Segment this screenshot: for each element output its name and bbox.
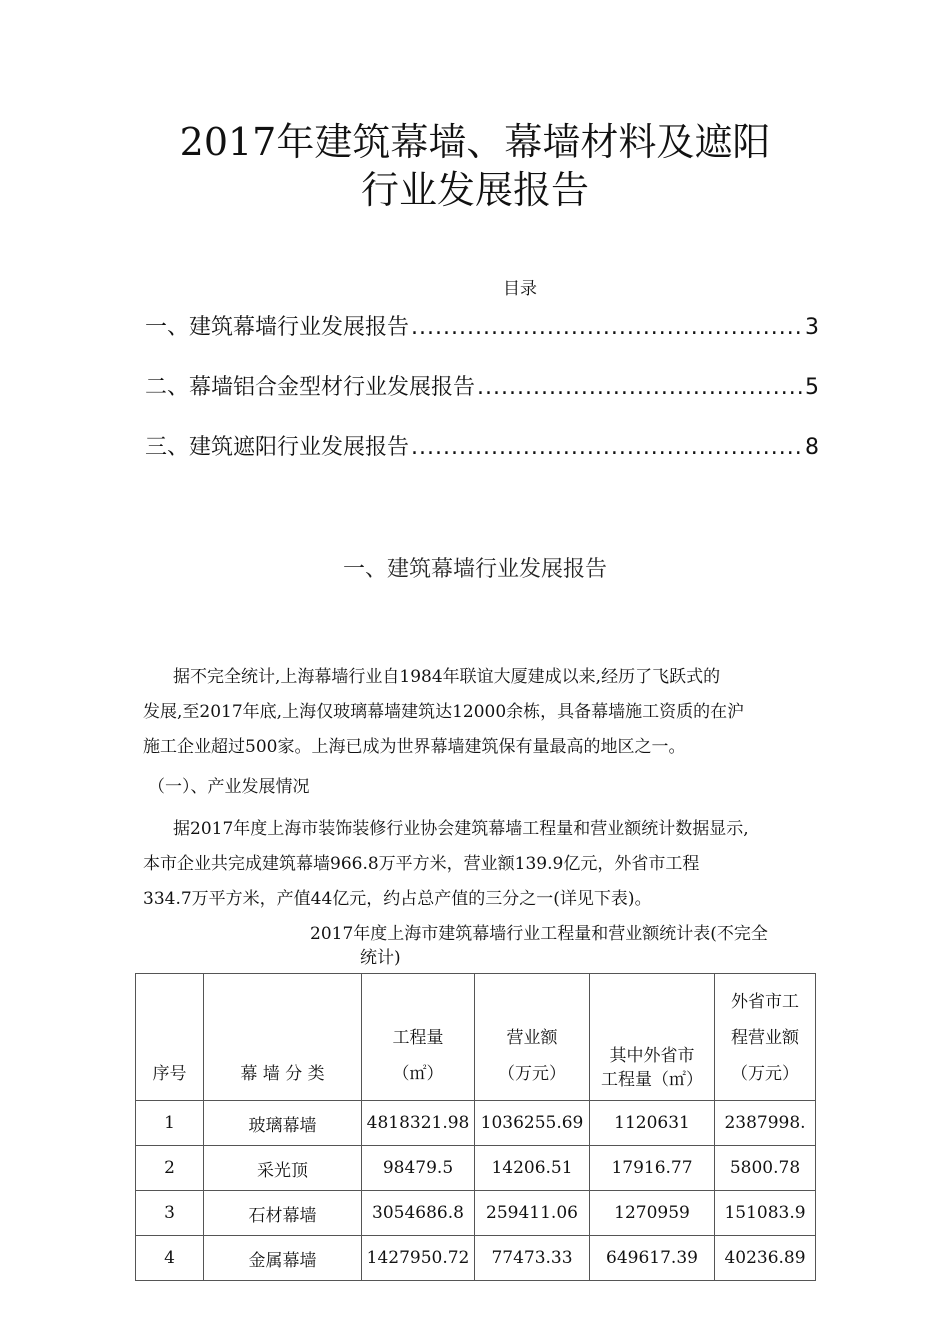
stats-paragraph bbox=[143, 812, 833, 917]
cell-category: 采光顶 bbox=[204, 1146, 362, 1191]
cell-index: 4 bbox=[136, 1236, 204, 1281]
paragraph-line: 本市企业共完成建筑幕墙966.8万平方米，营业额139.9亿元，外省市工程 bbox=[143, 854, 700, 874]
document-title-line2: 行业发展报告 bbox=[360, 168, 589, 212]
header-quantity: 工程量 （㎡） bbox=[362, 974, 475, 1101]
document-title-line1: 2017年建筑幕墙、幕墙材料及遮阳 bbox=[179, 120, 771, 164]
toc-heading: 目录 bbox=[503, 279, 537, 299]
paragraph-line: 据不完全统计,上海幕墙行业自1984年联谊大厦建成以来,经历了飞跃式的 bbox=[173, 667, 721, 687]
table-row bbox=[136, 1146, 816, 1191]
cell-index: 3 bbox=[136, 1191, 204, 1236]
toc-leader-dots bbox=[411, 315, 803, 340]
toc-item-page: 3 bbox=[805, 315, 819, 340]
cell-category: 金属幕墙 bbox=[204, 1236, 362, 1281]
paragraph-line: 334.7万平方米，产值44亿元，约占总产值的三分之一(详见下表)。 bbox=[143, 889, 652, 909]
cell-revenue: 1036255.69 bbox=[475, 1101, 590, 1146]
header-out-of-city-quantity: 其中外省市 工程量（㎡） bbox=[590, 974, 715, 1101]
paragraph-line: 发展,至2017年底,上海仅玻璃幕墙建筑达12000余栋，具备幕墙施工资质的在沪 bbox=[143, 702, 745, 722]
header-category: 幕 墙 分 类 bbox=[204, 974, 362, 1101]
cell-revenue: 259411.06 bbox=[475, 1191, 590, 1236]
table-caption bbox=[310, 922, 768, 970]
toc-item-label: 一、建筑幕墙行业发展报告 bbox=[145, 315, 410, 340]
toc-item[interactable] bbox=[145, 430, 819, 461]
subsection-heading: （一）、产业发展情况 bbox=[148, 777, 310, 797]
cell-out-of-city-quantity: 649617.39 bbox=[590, 1236, 715, 1281]
cell-quantity: 1427950.72 bbox=[362, 1236, 475, 1281]
section-heading: 一、建筑幕墙行业发展报告 bbox=[342, 557, 607, 582]
header-revenue: 营业额 （万元） bbox=[475, 974, 590, 1101]
intro-paragraph bbox=[143, 660, 833, 765]
toc-item-label: 三、建筑遮阳行业发展报告 bbox=[145, 435, 410, 460]
toc-item[interactable] bbox=[145, 370, 819, 401]
paragraph-line: 施工企业超过500家。上海已成为世界幕墙建筑保有量最高的地区之一。 bbox=[143, 737, 686, 757]
cell-revenue: 14206.51 bbox=[475, 1146, 590, 1191]
table-row bbox=[136, 1101, 816, 1146]
toc-item-label: 二、幕墙铝合金型材行业发展报告 bbox=[145, 375, 476, 400]
cell-out-of-city-quantity: 17916.77 bbox=[590, 1146, 715, 1191]
toc-leader-dots bbox=[411, 435, 803, 460]
cell-out-of-city-quantity: 1120631 bbox=[590, 1101, 715, 1146]
cell-out-of-city-revenue: 5800.78 bbox=[715, 1146, 816, 1191]
cell-category: 玻璃幕墙 bbox=[204, 1101, 362, 1146]
cell-category: 石材幕墙 bbox=[204, 1191, 362, 1236]
cell-out-of-city-quantity: 1270959 bbox=[590, 1191, 715, 1236]
document-title bbox=[0, 118, 950, 214]
header-out-of-city-revenue: 外省市工 程营业额 （万元） bbox=[715, 974, 816, 1101]
table-row bbox=[136, 1191, 816, 1236]
toc-item-page: 5 bbox=[805, 375, 819, 400]
cell-quantity: 3054686.8 bbox=[362, 1191, 475, 1236]
cell-index: 1 bbox=[136, 1101, 204, 1146]
table-caption-line1: 2017年度上海市建筑幕墙行业工程量和营业额统计表(不完全 bbox=[310, 924, 768, 944]
table-row bbox=[136, 1236, 816, 1281]
header-index: 序号 bbox=[136, 974, 204, 1101]
toc-item[interactable] bbox=[145, 310, 819, 341]
toc-leader-dots bbox=[477, 375, 803, 400]
curtain-wall-stats-table bbox=[135, 973, 816, 1281]
toc-item-page: 8 bbox=[805, 435, 819, 460]
table-caption-line2: 统计) bbox=[360, 948, 401, 968]
cell-index: 2 bbox=[136, 1146, 204, 1191]
cell-out-of-city-revenue: 40236.89 bbox=[715, 1236, 816, 1281]
cell-quantity: 98479.5 bbox=[362, 1146, 475, 1191]
cell-revenue: 77473.33 bbox=[475, 1236, 590, 1281]
paragraph-line: 据2017年度上海市装饰装修行业协会建筑幕墙工程量和营业额统计数据显示, bbox=[173, 819, 749, 839]
cell-out-of-city-revenue: 2387998. bbox=[715, 1101, 816, 1146]
cell-out-of-city-revenue: 151083.9 bbox=[715, 1191, 816, 1236]
table-header-row bbox=[136, 974, 816, 1101]
cell-quantity: 4818321.98 bbox=[362, 1101, 475, 1146]
